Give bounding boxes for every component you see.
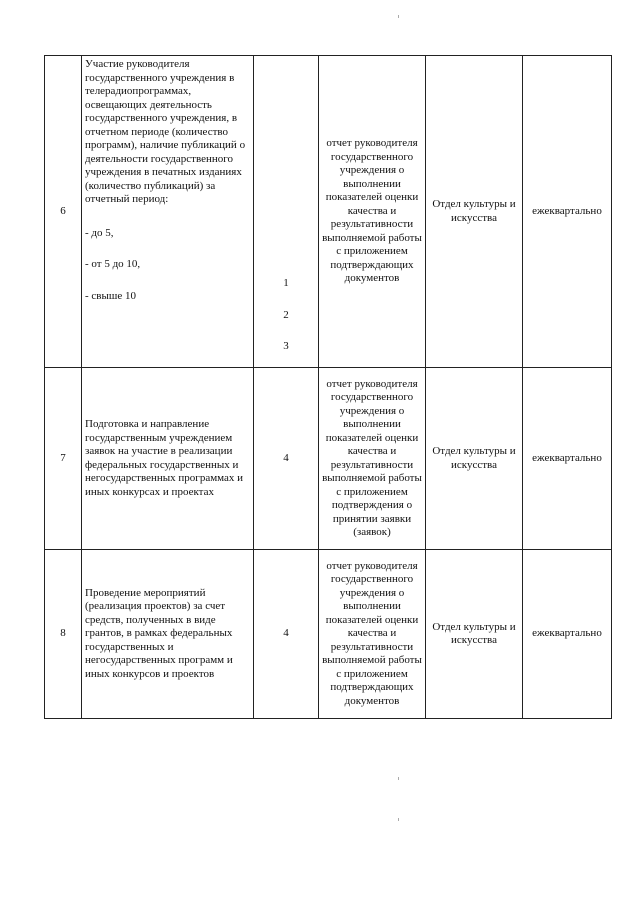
score-value: 1 bbox=[283, 277, 289, 289]
table-row bbox=[45, 56, 612, 368]
option-item: - от 5 до 10, bbox=[85, 258, 141, 270]
table-row bbox=[45, 368, 612, 550]
document-cell: отчет руководителя государственного учреждения о выполнении показателей оценки качества и результативности выполняемой работы с приложением подтверждения о принятии заявки (заявок) bbox=[319, 368, 426, 550]
frequency-cell: ежеквартально bbox=[523, 550, 612, 719]
score-cell bbox=[254, 56, 319, 368]
score-value: 3 bbox=[283, 340, 289, 352]
score-cell: 4 bbox=[254, 368, 319, 550]
option-item: - до 5, bbox=[85, 226, 114, 239]
department-cell: Отдел культуры и искусства bbox=[426, 550, 523, 719]
score-cell: 4 bbox=[254, 550, 319, 719]
department-cell: Отдел культуры и искусства bbox=[426, 368, 523, 550]
frequency-cell: ежеквартально bbox=[523, 368, 612, 550]
option-item: - свыше 10 bbox=[85, 289, 136, 302]
criterion-description: Подготовка и направление государственным учреждением заявок на участие в реализации федеральных государственных и негосударственных программах и иных конкурсах и проектах bbox=[82, 368, 254, 550]
scan-speck bbox=[398, 15, 399, 18]
department-cell: Отдел культуры и искусства bbox=[426, 56, 523, 368]
row-number: 8 bbox=[45, 550, 82, 719]
row-number: 6 bbox=[45, 56, 82, 368]
score-value: 2 bbox=[283, 308, 289, 321]
scan-speck bbox=[398, 818, 399, 821]
frequency-cell: ежеквартально bbox=[523, 56, 612, 368]
row-number: 7 bbox=[45, 368, 82, 550]
criterion-description bbox=[82, 56, 254, 368]
table-row bbox=[45, 550, 612, 719]
criterion-text: Участие руководителя государственного учреждения в телерадиопрограммах, освещающих деятельность государственного учреждения, в отчетном периоде (количество программ), наличие публикаций о деятельности государственного учреждения в печатных изданиях (количество публикаций) за отчетный период: bbox=[85, 58, 246, 205]
criteria-table bbox=[44, 55, 612, 719]
document-cell: отчет руководителя государственного учреждения о выполнении показателей оценки качества и результативности выполняемой работы с приложением подтверждающих документов bbox=[319, 550, 426, 719]
document-cell: отчет руководителя государственного учреждения о выполнении показателей оценки качества и результативности выполняемой работы с приложением подтверждающих документов bbox=[319, 56, 426, 368]
criterion-description: Проведение мероприятий (реализация проектов) за счет средств, полученных в виде грантов, в рамках федеральных государственных и негосударственных программ и иных конкурсов и проектов bbox=[82, 550, 254, 719]
scan-speck bbox=[398, 777, 399, 780]
